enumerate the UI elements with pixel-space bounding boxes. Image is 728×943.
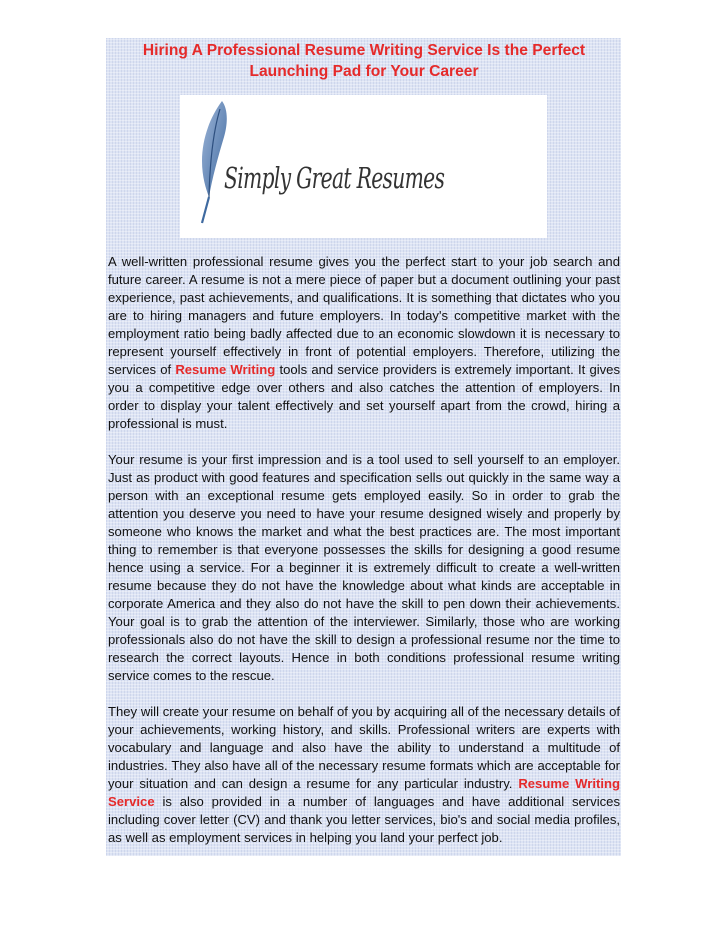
paragraph-3 <box>108 703 620 847</box>
resume-writing-link[interactable]: Resume Writing <box>175 362 276 377</box>
paragraph-3-text-b: is also provided in a number of languages and have additional services including cover letter (CV) and thank you letter services, bio's and social media profiles, as well as employment services in helping you land your perfect job. <box>108 794 620 845</box>
logo-text: Simply Great Resumes <box>224 161 445 195</box>
article-body <box>108 253 620 847</box>
paragraph-1 <box>108 253 620 433</box>
page-title: Hiring A Professional Resume Writing Service Is the Perfect Launching Pad for Your Career <box>142 42 586 80</box>
paragraph-1-text-a: A well-written professional resume gives you the perfect start to your job search and future career. A resume is not a mere piece of paper but a document outlining your past experience, past achievements, and qualifications. It is something that dictates who you are to hiring managers and future employers. In today's competitive market with the employment ratio being badly affected due to an economic slowdown it is necessary to represent yourself effectively in front of potential employers. Therefore, utilizing the services of <box>108 254 620 377</box>
paragraph-1-text-b: tools and service providers is extremely important. It gives you a competitive edge over others and also catches the attention of employers. In order to display your talent effectively and set yourself apart from the crowd, hiring a professional is must. <box>108 362 621 431</box>
paragraph-2: Your resume is your first impression and is a tool used to sell yourself to an employer. Just as product with good features and specification sells out quickly in the same way a person with an exceptional resume gets employed easily. So in order to grab the attention you deserve you need to have your resume designed wisely and properly by someone who knows the market and what the best practices are. The most important thing to remember is that everyone possesses the skills for designing a good resume hence using a service. For a beginner it is extremely difficult to create a well-written resume because they do not have the knowledge about what kinds are acceptable in corporate America and they also do not have the skill to pen down their achievements. Your goal is to grab the attention of the interviewer. Similarly, those who are working professionals also do not have the skill to design a professional resume nor the time to research the correct layouts. Hence in both conditions professional resume writing service comes to the rescue. <box>108 452 620 683</box>
paragraph-3-text-a: They will create your resume on behalf of you by acquiring all of the necessary details of your achievements, working history, and skills. Professional writers are experts with vocabulary and language and also have the ability to understand a multitude of industries. They also have all of the necessary resume formats which are acceptable for your situation and can design a resume for any particular industry. <box>108 704 620 791</box>
resume-writing-service-link[interactable]: Resume Writing Service <box>108 776 620 809</box>
document-block <box>106 38 621 856</box>
logo-image <box>180 95 547 238</box>
